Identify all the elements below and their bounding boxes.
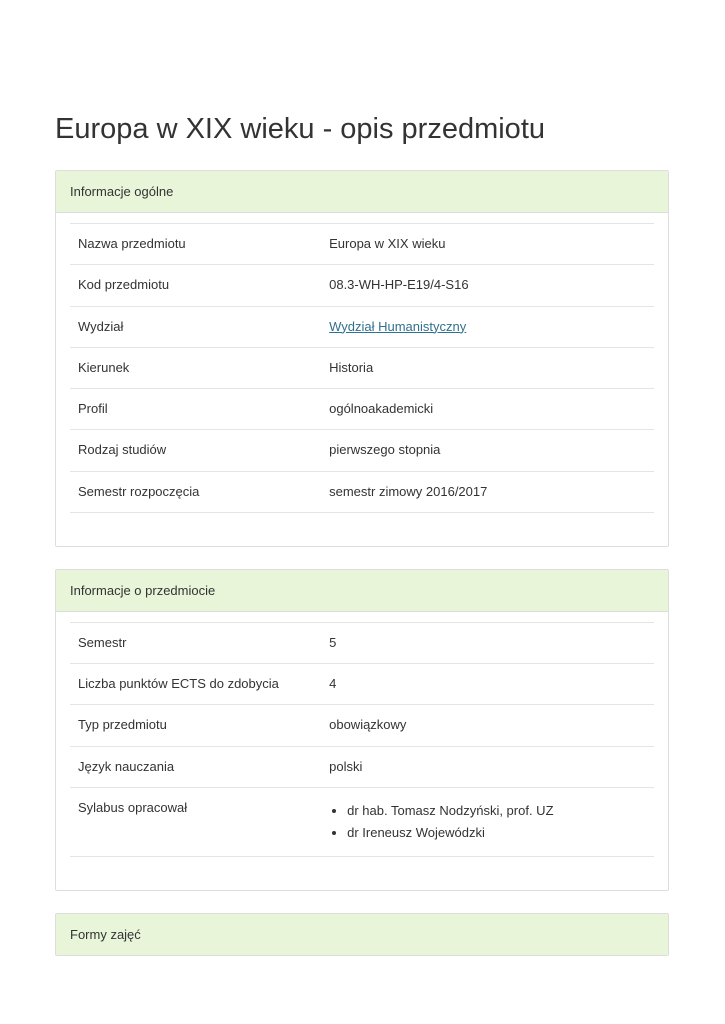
- panel-informacje-ogolne: [55, 170, 669, 547]
- row-value: 5: [321, 622, 654, 663]
- row-label: Kierunek: [70, 347, 321, 388]
- table-row: [70, 471, 654, 512]
- row-value: 08.3-WH-HP-E19/4-S16: [321, 265, 654, 306]
- row-value: Historia: [321, 347, 654, 388]
- row-label: Semestr rozpoczęcia: [70, 471, 321, 512]
- row-label: Język nauczania: [70, 746, 321, 787]
- wydzial-humanistyczny-link[interactable]: Wydział Humanistyczny: [329, 318, 467, 334]
- row-value: [321, 787, 654, 857]
- row-label: Rodzaj studiów: [70, 430, 321, 471]
- panel-formy-zajec: [55, 913, 669, 956]
- row-value: obowiązkowy: [321, 705, 654, 746]
- table-row: [70, 705, 654, 746]
- row-value: polski: [321, 746, 654, 787]
- table-row: [70, 664, 654, 705]
- author-item: • dr hab. Tomasz Nodzyński, prof. UZ: [347, 800, 646, 822]
- section-header-formy-zajec: Formy zajęć: [56, 914, 668, 955]
- row-label: Typ przedmiotu: [70, 705, 321, 746]
- row-value: ogólnoakademicki: [321, 389, 654, 430]
- row-value: Europa w XIX wieku: [321, 224, 654, 265]
- table-row: [70, 265, 654, 306]
- section-header-informacje-o-przedmiocie: Informacje o przedmiocie: [56, 570, 668, 612]
- info-table-ogolne: [70, 223, 654, 513]
- panel-informacje-o-przedmiocie: [55, 569, 669, 892]
- row-value: semestr zimowy 2016/2017: [321, 471, 654, 512]
- row-label: Semestr: [70, 622, 321, 663]
- row-label: Nazwa przedmiotu: [70, 224, 321, 265]
- panel-body-informacje-ogolne: [56, 213, 668, 546]
- table-row: [70, 787, 654, 857]
- row-label: Sylabus opracował: [70, 787, 321, 857]
- authors-list: [329, 800, 646, 845]
- author-item: • dr Ireneusz Wojewódzki: [347, 822, 646, 844]
- row-value: [321, 306, 654, 347]
- row-label: Wydział: [70, 306, 321, 347]
- row-label: Profil: [70, 389, 321, 430]
- table-row: [70, 622, 654, 663]
- info-table-przedmiot: [70, 622, 654, 858]
- section-header-informacje-ogolne: Informacje ogólne: [56, 171, 668, 213]
- row-label: Liczba punktów ECTS do zdobycia: [70, 664, 321, 705]
- panel-body-informacje-o-przedmiocie: [56, 612, 668, 891]
- table-row: [70, 306, 654, 347]
- table-row: [70, 746, 654, 787]
- row-label: Kod przedmiotu: [70, 265, 321, 306]
- table-row: [70, 347, 654, 388]
- table-row: [70, 389, 654, 430]
- table-row: [70, 430, 654, 471]
- row-value: pierwszego stopnia: [321, 430, 654, 471]
- row-value: 4: [321, 664, 654, 705]
- page-title: Europa w XIX wieku - opis przedmiotu: [55, 113, 545, 145]
- table-row: [70, 224, 654, 265]
